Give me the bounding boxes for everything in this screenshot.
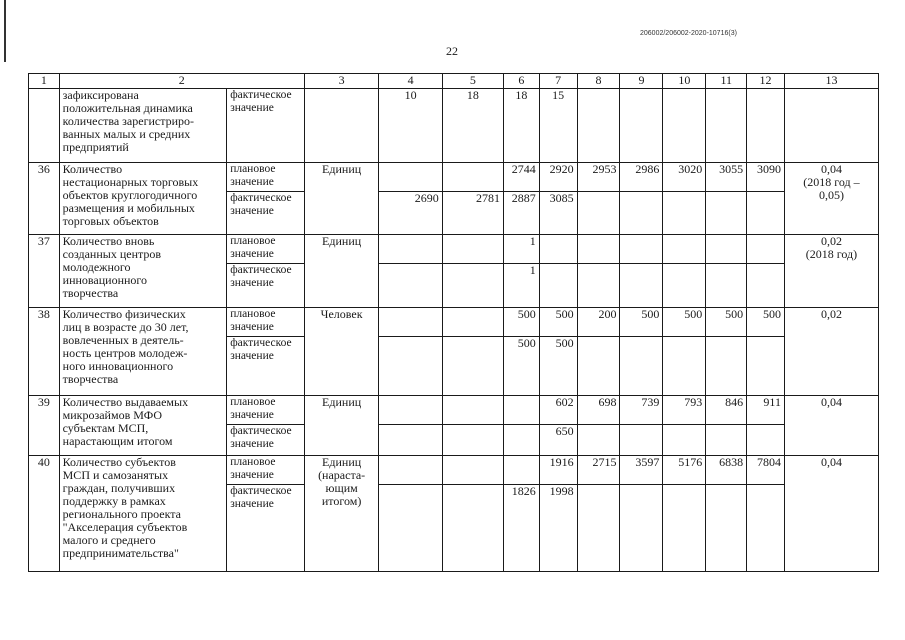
value-cell xyxy=(747,425,785,456)
value-cell: 1826 xyxy=(504,485,540,572)
row-number: 38 xyxy=(29,308,60,396)
value-type-label: фактическое значение xyxy=(227,89,305,163)
value-cell xyxy=(379,396,442,425)
col-header-6: 6 xyxy=(504,74,540,89)
col-header-3: 3 xyxy=(304,74,379,89)
value-cell: 793 xyxy=(663,396,706,425)
value-cell xyxy=(379,163,442,192)
value-cell xyxy=(620,337,663,396)
value-cell: 911 xyxy=(747,396,785,425)
value-type-label: плановое значение xyxy=(227,308,305,337)
value-cell: 3597 xyxy=(620,456,663,485)
note-cell xyxy=(784,89,878,163)
table-row-plan xyxy=(29,235,879,264)
value-cell xyxy=(663,89,706,163)
value-cell xyxy=(442,425,503,456)
value-cell: 500 xyxy=(539,337,577,396)
value-cell: 2920 xyxy=(539,163,577,192)
value-cell xyxy=(442,396,503,425)
page-left-border xyxy=(4,0,6,62)
value-cell xyxy=(379,308,442,337)
value-cell xyxy=(663,264,706,308)
value-cell xyxy=(706,235,747,264)
value-cell xyxy=(747,264,785,308)
value-cell xyxy=(379,337,442,396)
value-cell xyxy=(706,89,747,163)
unit-cell: Единиц (нараста- ющим итогом) xyxy=(304,456,379,572)
value-cell xyxy=(379,485,442,572)
row-number: 39 xyxy=(29,396,60,456)
value-cell xyxy=(747,485,785,572)
value-cell xyxy=(442,308,503,337)
value-cell xyxy=(379,425,442,456)
indicator-name: Количество субъектов МСП и самозанятых граждан, получивших поддержку в рамках регионального проекта "Акселерация субъектов малого и среднего предпринимательства" xyxy=(59,456,227,572)
col-header-2: 2 xyxy=(59,74,304,89)
value-type-label: фактическое значение xyxy=(227,425,305,456)
column-number-row xyxy=(29,74,879,89)
value-cell: 18 xyxy=(504,89,540,163)
table-row-plan xyxy=(29,308,879,337)
value-cell xyxy=(706,192,747,235)
row-number: 37 xyxy=(29,235,60,308)
unit-cell: Единиц xyxy=(304,235,379,308)
value-cell xyxy=(504,396,540,425)
value-cell: 15 xyxy=(539,89,577,163)
value-cell xyxy=(442,264,503,308)
value-cell xyxy=(663,235,706,264)
value-cell xyxy=(442,235,503,264)
document-code: 206002/206002-2020-10716(3) xyxy=(640,30,737,37)
value-cell: 500 xyxy=(663,308,706,337)
value-cell: 3090 xyxy=(747,163,785,192)
value-cell: 200 xyxy=(577,308,620,337)
value-cell xyxy=(663,425,706,456)
col-header-1: 1 xyxy=(29,74,60,89)
value-cell xyxy=(577,192,620,235)
table-row xyxy=(29,89,879,163)
value-cell xyxy=(539,264,577,308)
value-cell: 2690 xyxy=(379,192,442,235)
table-row-plan xyxy=(29,456,879,485)
value-cell xyxy=(442,456,503,485)
value-type-label: фактическое значение xyxy=(227,337,305,396)
col-header-11: 11 xyxy=(706,74,747,89)
value-cell xyxy=(706,425,747,456)
value-type-label: плановое значение xyxy=(227,235,305,264)
value-type-label: фактическое значение xyxy=(227,485,305,572)
note-cell: 0,02 xyxy=(784,308,878,396)
value-cell: 1916 xyxy=(539,456,577,485)
value-cell: 500 xyxy=(706,308,747,337)
unit-cell xyxy=(304,89,379,163)
value-cell xyxy=(442,163,503,192)
value-cell xyxy=(663,337,706,396)
value-cell xyxy=(747,192,785,235)
col-header-5: 5 xyxy=(442,74,503,89)
value-type-label: плановое значение xyxy=(227,163,305,192)
value-type-label: плановое значение xyxy=(227,456,305,485)
table-row-plan xyxy=(29,163,879,192)
value-cell: 1 xyxy=(504,264,540,308)
value-type-label: фактическое значение xyxy=(227,192,305,235)
value-cell xyxy=(442,485,503,572)
row-number: 40 xyxy=(29,456,60,572)
value-cell xyxy=(577,425,620,456)
value-cell xyxy=(620,264,663,308)
value-cell: 602 xyxy=(539,396,577,425)
note-cell: 0,04 xyxy=(784,456,878,572)
value-cell: 18 xyxy=(442,89,503,163)
indicator-name: Количество нестационарных торговых объектов круглогодичного размещения и мобильных торговых объектов xyxy=(59,163,227,235)
col-header-13: 13 xyxy=(784,74,878,89)
value-cell: 739 xyxy=(620,396,663,425)
value-cell xyxy=(620,235,663,264)
value-cell xyxy=(504,425,540,456)
value-cell xyxy=(706,337,747,396)
value-type-label: плановое значение xyxy=(227,396,305,425)
value-cell: 5176 xyxy=(663,456,706,485)
indicators-table xyxy=(28,73,879,572)
value-cell: 500 xyxy=(504,308,540,337)
col-header-8: 8 xyxy=(577,74,620,89)
value-cell: 500 xyxy=(539,308,577,337)
col-header-12: 12 xyxy=(747,74,785,89)
col-header-9: 9 xyxy=(620,74,663,89)
indicator-name: Количество выдаваемых микрозаймов МФО субъектам МСП, нарастающим итогом xyxy=(59,396,227,456)
col-header-7: 7 xyxy=(539,74,577,89)
value-cell xyxy=(379,456,442,485)
value-cell: 2887 xyxy=(504,192,540,235)
row-number: 36 xyxy=(29,163,60,235)
value-cell xyxy=(706,264,747,308)
indicator-name: Количество вновь созданных центров молодежного инновационного творчества xyxy=(59,235,227,308)
unit-cell: Человек xyxy=(304,308,379,396)
value-cell xyxy=(747,337,785,396)
value-cell xyxy=(577,235,620,264)
value-cell xyxy=(663,485,706,572)
value-cell xyxy=(539,235,577,264)
value-cell: 2715 xyxy=(577,456,620,485)
col-header-10: 10 xyxy=(663,74,706,89)
value-cell xyxy=(379,235,442,264)
indicator-name: зафиксирована положительная динамика количества зарегистриро- ванных малых и средних предприятий xyxy=(59,89,227,163)
value-cell xyxy=(577,485,620,572)
value-cell: 3055 xyxy=(706,163,747,192)
unit-cell: Единиц xyxy=(304,396,379,456)
value-cell xyxy=(620,425,663,456)
value-cell xyxy=(504,456,540,485)
value-cell: 650 xyxy=(539,425,577,456)
value-cell: 500 xyxy=(747,308,785,337)
unit-cell: Единиц xyxy=(304,163,379,235)
value-cell: 3085 xyxy=(539,192,577,235)
value-cell: 2953 xyxy=(577,163,620,192)
value-cell: 1998 xyxy=(539,485,577,572)
value-type-label: фактическое значение xyxy=(227,264,305,308)
row-number-cell xyxy=(29,89,60,163)
value-cell: 500 xyxy=(620,308,663,337)
value-cell: 7804 xyxy=(747,456,785,485)
value-cell xyxy=(663,192,706,235)
value-cell xyxy=(706,485,747,572)
value-cell: 500 xyxy=(504,337,540,396)
value-cell: 1 xyxy=(504,235,540,264)
value-cell xyxy=(442,337,503,396)
value-cell: 698 xyxy=(577,396,620,425)
value-cell xyxy=(577,337,620,396)
value-cell: 6838 xyxy=(706,456,747,485)
value-cell xyxy=(577,264,620,308)
value-cell: 3020 xyxy=(663,163,706,192)
note-cell: 0,04 (2018 год – 0,05) xyxy=(784,163,878,235)
page-number: 22 xyxy=(446,44,458,58)
col-header-4: 4 xyxy=(379,74,442,89)
value-cell: 10 xyxy=(379,89,442,163)
note-cell: 0,04 xyxy=(784,396,878,456)
value-cell xyxy=(620,192,663,235)
indicator-name: Количество физических лиц в возрасте до 30 лет, вовлеченных в деятель- ность центров молодеж- ного инновационного творчества xyxy=(59,308,227,396)
value-cell xyxy=(747,89,785,163)
value-cell: 2986 xyxy=(620,163,663,192)
value-cell xyxy=(620,89,663,163)
table-row-plan xyxy=(29,396,879,425)
value-cell xyxy=(620,485,663,572)
value-cell xyxy=(747,235,785,264)
value-cell xyxy=(577,89,620,163)
value-cell xyxy=(379,264,442,308)
note-cell: 0,02 (2018 год) xyxy=(784,235,878,308)
value-cell: 2781 xyxy=(442,192,503,235)
value-cell: 2744 xyxy=(504,163,540,192)
value-cell: 846 xyxy=(706,396,747,425)
